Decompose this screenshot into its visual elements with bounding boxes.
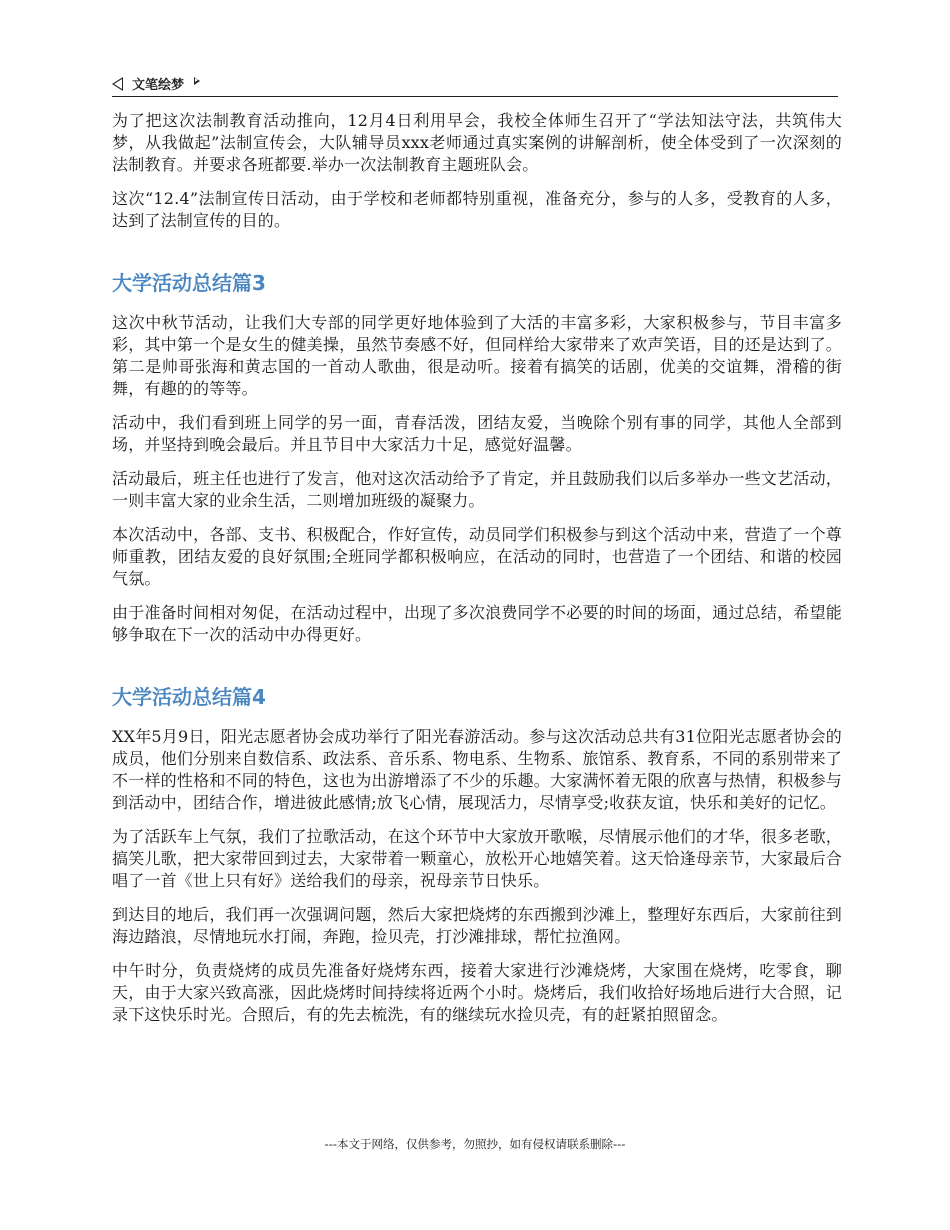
section-4-paragraph-4: 中午时分，负责烧烤的成员先准备好烧烤东西，接着大家进行沙滩烧烤，大家围在烧烤，吃零食，聊天，由于大家兴致高涨，因此烧烤时间持续将近两个小时。烧烤后，我们收拾好场地后进行大合照，记录下这快乐时光。合照后，有的先去梳洗，有的继续玩水捡贝壳，有的赶紧拍照留念。 <box>112 961 842 1024</box>
intro-paragraph-1: 为了把这次法制教育活动推向，12月4日利用早会，我校全体师生召开了“学法知法守法，共筑伟大梦，从我做起”法制宣传会，大队辅导员xxx老师通过真实案例的讲解剖析，使全体受到了一次深刻的法制教育。并要求各班都要.举办一次法制教育主题班队会。 <box>112 111 842 174</box>
section-4-heading: 大学活动总结篇4 <box>112 685 266 709</box>
footer-disclaimer: ---本文于网络，仅供参考，勿照抄，如有侵权请联系删除--- <box>324 1137 626 1151</box>
triangle-left-icon <box>112 77 123 91</box>
section-3-paragraph-5: 由于准备时间相对匆促，在活动过程中，出现了多次浪费同学不必要的时间的场面，通过总结，希望能够争取在下一次的活动中办得更好。 <box>112 603 842 644</box>
document-body <box>112 110 842 1038</box>
page-header <box>112 72 838 97</box>
brand-name: 文笔绘梦 <box>132 78 185 93</box>
triangle-right-icon <box>194 77 200 85</box>
section-4-paragraph-1: XX年5月9日，阳光志愿者协会成功举行了阳光春游活动。参与这次活动总共有31位阳光志愿者协会的成员，他们分别来自数信系、政法系、音乐系、物电系、生物系、旅馆系、教育系，不同的系别带来了不一样的性格和不同的特色，这也为出游增添了不少的乐趣。大家满怀着无限的欣喜与热情，积极参与到活动中，团结合作，增进彼此感情;放飞心情，展现活力，尽情享受;收获友谊，快乐和美好的记忆。 <box>112 727 842 812</box>
section-4-paragraph-3: 到达目的地后，我们再一次强调问题，然后大家把烧烤的东西搬到沙滩上，整理好东西后，大家前往到海边踏浪，尽情地玩水打闹，奔跑，捡贝壳，打沙滩排球，帮忙拉渔网。 <box>112 905 842 946</box>
section-3-paragraph-3: 活动最后，班主任也进行了发言，他对这次活动给予了肯定，并且鼓励我们以后多举办一些文艺活动，一则丰富大家的业余生活，二则增加班级的凝聚力。 <box>112 469 842 510</box>
intro-paragraph-2: 这次“12.4”法制宣传日活动，由于学校和老师都特别重视，准备充分，参与的人多，受教育的人多，达到了法制宣传的目的。 <box>112 189 842 230</box>
section-3-paragraph-4: 本次活动中，各部、支书、积极配合，作好宣传，动员同学们积极参与到这个活动中来，营造了一个尊师重教，团结友爱的良好氛围;全班同学都积极响应，在活动的同时，也营造了一个团结、和谐的校园气氛。 <box>112 525 842 588</box>
section-3-paragraph-2: 活动中，我们看到班上同学的另一面，青春活泼，团结友爱，当晚除个别有事的同学，其他人全部到场，并坚持到晚会最后。并且节目中大家活力十足，感觉好温馨。 <box>112 413 842 454</box>
section-3-paragraph-1: 这次中秋节活动，让我们大专部的同学更好地体验到了大活的丰富多彩，大家积极参与，节目丰富多彩，其中第一个是女生的健美操，虽然节奏感不好，但同样给大家带来了欢声笑语，目的还是达到了。第二是帅哥张海和黄志国的一首动人歌曲，很是动听。接着有搞笑的话剧，优美的交谊舞，滑稽的街舞，有趣的的等等。 <box>112 313 842 398</box>
section-4-paragraph-2: 为了活跃车上气氛，我们了拉歌活动，在这个环节中大家放开歌喉，尽情展示他们的才华，很多老歌，搞笑儿歌，把大家带回到过去，大家带着一颗童心，放松开心地嬉笑着。这天恰逢母亲节，大家最后合唱了一首《世上只有好》送给我们的母亲，祝母亲节日快乐。 <box>112 827 842 890</box>
brand-logo <box>112 74 200 93</box>
section-3-heading: 大学活动总结篇3 <box>112 271 266 295</box>
